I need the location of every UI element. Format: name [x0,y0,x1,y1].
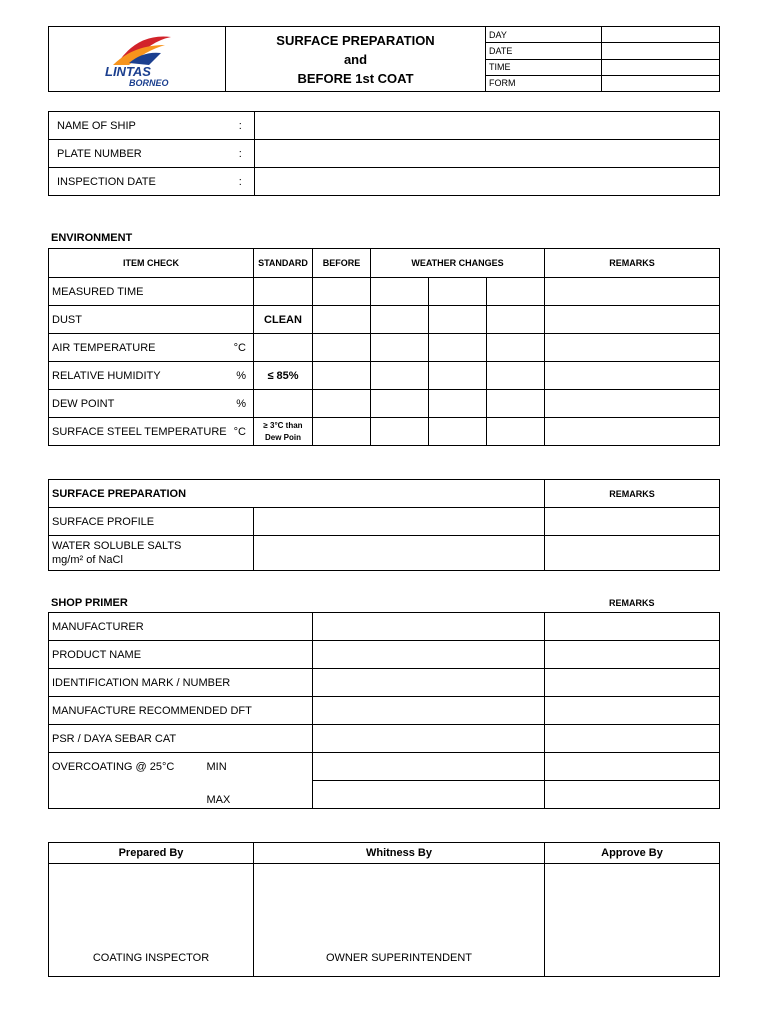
table-row [49,697,720,725]
date-value[interactable] [602,43,720,59]
surface-prep-remarks-header: REMARKS [545,480,720,508]
recommended-dft-label: MANUFACTURE RECOMMENDED DFT [49,697,313,725]
inspection-date-sep: : [227,168,255,196]
title-line-2: and [343,51,368,67]
surface-prep-table [48,479,720,571]
overcoating-label: OVERCOATING @ 25°C MIN [49,753,313,781]
surface-prep-title: SURFACE PREPARATION [49,480,545,508]
standard-cell: CLEAN [254,306,313,334]
input-cell[interactable] [545,334,720,362]
input-cell[interactable] [313,278,371,306]
environment-table [48,248,720,446]
input-cell[interactable] [545,753,720,781]
svg-text:LINTAS: LINTAS [105,64,151,79]
remarks-header: REMARKS [545,249,720,278]
input-cell[interactable] [371,362,429,390]
input-cell[interactable] [545,306,720,334]
input-cell[interactable] [429,418,487,446]
lintas-borneo-logo-icon [99,31,179,87]
manufacturer-label: MANUFACTURER [49,613,313,641]
input-cell[interactable] [487,362,545,390]
table-row [49,508,720,536]
input-cell[interactable] [545,362,720,390]
ship-name-field[interactable] [255,112,720,140]
input-cell[interactable] [313,781,545,809]
input-cell[interactable] [313,753,545,781]
shop-primer-remarks-header: REMARKS [609,598,655,608]
input-cell[interactable] [429,362,487,390]
standard-cell: ≤ 85% [254,362,313,390]
approve-by-header: Approve By [545,843,720,864]
shop-primer-table [48,612,720,809]
input-cell[interactable] [371,334,429,362]
svg-text:BORNEO: BORNEO [129,78,169,87]
input-cell[interactable] [545,669,720,697]
input-cell[interactable] [545,697,720,725]
before-header: BEFORE [313,249,371,278]
input-cell[interactable] [254,508,545,536]
prepared-by-signature[interactable] [49,864,254,977]
form-label: FORM [486,75,602,91]
input-cell[interactable] [254,536,545,571]
table-row [49,536,720,571]
shop-primer-title: SHOP PRIMER [51,597,128,609]
input-cell[interactable] [545,536,720,571]
overcoating-max-row [49,781,313,809]
input-cell[interactable] [545,641,720,669]
info-table [48,111,720,196]
inspection-date-label: INSPECTION DATE [49,168,227,196]
item-air-temperature: AIR TEMPERATURE °C [49,334,254,362]
water-soluble-salts-label: WATER SOLUBLE SALTS mg/m² of NaCl [49,536,254,571]
table-row [49,753,720,781]
standard-cell [254,334,313,362]
psr-label: PSR / DAYA SEBAR CAT [49,725,313,753]
input-cell[interactable] [545,418,720,446]
table-row [49,362,720,390]
plate-number-field[interactable] [255,140,720,168]
day-value[interactable] [602,27,720,43]
inspection-date-field[interactable] [255,168,720,196]
input-cell[interactable] [487,390,545,418]
input-cell[interactable] [429,278,487,306]
time-value[interactable] [602,59,720,75]
input-cell[interactable] [313,306,371,334]
input-cell[interactable] [313,697,545,725]
input-cell[interactable] [313,418,371,446]
item-surface-steel-temperature: SURFACE STEEL TEMPERATURE °C [49,418,254,446]
item-measured-time: MEASURED TIME [49,278,254,306]
table-row [49,334,720,362]
item-check-header: ITEM CHECK [49,249,254,278]
table-row [49,669,720,697]
owner-superintendent-label: OWNER SUPERINTENDENT [325,952,473,964]
time-label: TIME [486,59,602,75]
input-cell[interactable] [313,362,371,390]
input-cell[interactable] [429,334,487,362]
plate-number-label: PLATE NUMBER [49,140,227,168]
input-cell[interactable] [487,418,545,446]
prepared-by-header: Prepared By [49,843,254,864]
input-cell[interactable] [371,306,429,334]
overcoating-max-label: MAX [206,794,231,807]
input-cell[interactable] [545,390,720,418]
ship-name-sep: : [227,112,255,140]
header-table [48,26,720,92]
table-row [49,278,720,306]
standard-cell: ≥ 3°C than Dew Poin [254,418,313,446]
input-cell[interactable] [545,278,720,306]
coating-inspector-label: COATING INSPECTOR [92,952,210,964]
input-cell[interactable] [371,278,429,306]
input-cell[interactable] [313,669,545,697]
input-cell[interactable] [371,418,429,446]
table-row [49,613,720,641]
ship-name-label: NAME OF SHIP [49,112,227,140]
whitness-by-signature[interactable] [254,864,545,977]
item-dew-point: DEW POINT % [49,390,254,418]
identification-mark-label: IDENTIFICATION MARK / NUMBER [49,669,313,697]
form-title [226,27,486,92]
input-cell[interactable] [545,725,720,753]
input-cell[interactable] [429,390,487,418]
input-cell[interactable] [487,306,545,334]
table-row [49,390,720,418]
standard-cell [254,390,313,418]
signature-table [48,842,720,977]
input-cell[interactable] [371,390,429,418]
table-row [49,418,720,446]
table-row [49,725,720,753]
approve-by-signature[interactable] [545,864,720,977]
input-cell[interactable] [313,725,545,753]
date-label: DATE [486,43,602,59]
environment-title: ENVIRONMENT [51,232,133,244]
item-dust: DUST [49,306,254,334]
product-name-label: PRODUCT NAME [49,641,313,669]
logo-cell [49,27,226,92]
item-relative-humidity: RELATIVE HUMIDITY % [49,362,254,390]
table-row [49,641,720,669]
input-cell[interactable] [545,781,720,809]
table-row [49,781,720,809]
surface-profile-label: SURFACE PROFILE [49,508,254,536]
day-label: DAY [486,27,602,43]
input-cell[interactable] [487,278,545,306]
input-cell[interactable] [313,390,371,418]
input-cell[interactable] [429,306,487,334]
title-line-1: SURFACE PREPARATION [276,32,435,48]
input-cell[interactable] [313,613,545,641]
overcoating-min-label: MIN [206,760,227,773]
standard-cell [254,278,313,306]
input-cell[interactable] [545,613,720,641]
plate-number-sep: : [227,140,255,168]
input-cell[interactable] [313,641,545,669]
input-cell[interactable] [313,334,371,362]
title-line-3: BEFORE 1st COAT [297,70,414,86]
input-cell[interactable] [487,334,545,362]
whitness-by-header: Whitness By [254,843,545,864]
weather-changes-header: WEATHER CHANGES [371,249,545,278]
input-cell[interactable] [545,508,720,536]
standard-header: STANDARD [254,249,313,278]
table-row [49,306,720,334]
form-value[interactable] [602,75,720,91]
